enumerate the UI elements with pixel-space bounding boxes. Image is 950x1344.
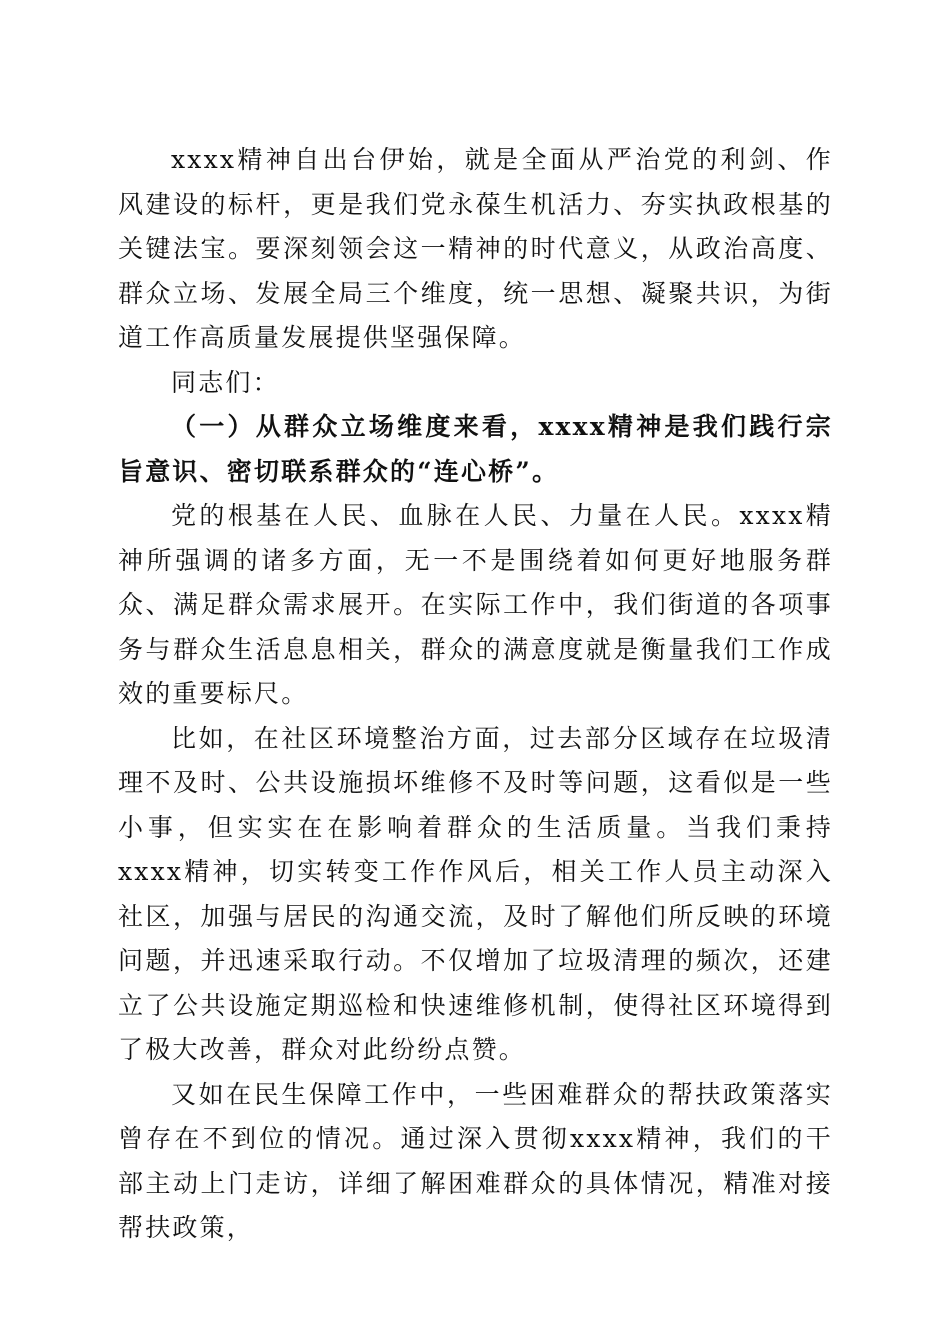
paragraph-intro: xxxx精神自出台伊始，就是全面从严治党的利剑、作风建设的标杆，更是我们党永葆生机活力、夯实执政根基的关键法宝。要深刻领会这一精神的时代意义，从政治高度、群众立场、发展全局三个维度，统一思想、凝聚共识，为街道工作高质量发展提供坚强保障。 <box>118 145 833 352</box>
paragraph-salutation: 同志们： <box>171 367 280 397</box>
document-body <box>118 138 833 1251</box>
paragraph-community-example: 比如，在社区环境整治方面，过去部分区域存在垃圾清理不及时、公共设施损坏维修不及时等问题，这看似是一些小事，但实实在在影响着群众的生活质量。当我们秉持xxxx精神，切实转变工作作风后，相关工作人员主动深入社区，加强与居民的沟通交流，及时了解他们所反映的环境问题，并迅速采取行动。不仅增加了垃圾清理的频次，还建立了公共设施定期巡检和快速维修机制，使得社区环境得到了极大改善，群众对此纷纷点赞。 <box>118 723 833 1064</box>
section-heading: （一）从群众立场维度来看，xxxx精神是我们践行宗旨意识、密切联系群众的“连心桥”。 <box>118 412 833 486</box>
paragraph-livelihood-example: 又如在民生保障工作中，一些困难群众的帮扶政策落实曾存在不到位的情况。通过深入贯彻xxxx精神，我们的干部主动上门走访，详细了解困难群众的具体情况，精准对接帮扶政策， <box>118 1079 833 1242</box>
paragraph-party-roots: 党的根基在人民、血脉在人民、力量在人民。xxxx精神所强调的诸多方面，无一不是围绕着如何更好地服务群众、满足群众需求展开。在实际工作中，我们街道的各项事务与群众生活息息相关，群众的满意度就是衡量我们工作成效的重要标尺。 <box>118 501 833 708</box>
